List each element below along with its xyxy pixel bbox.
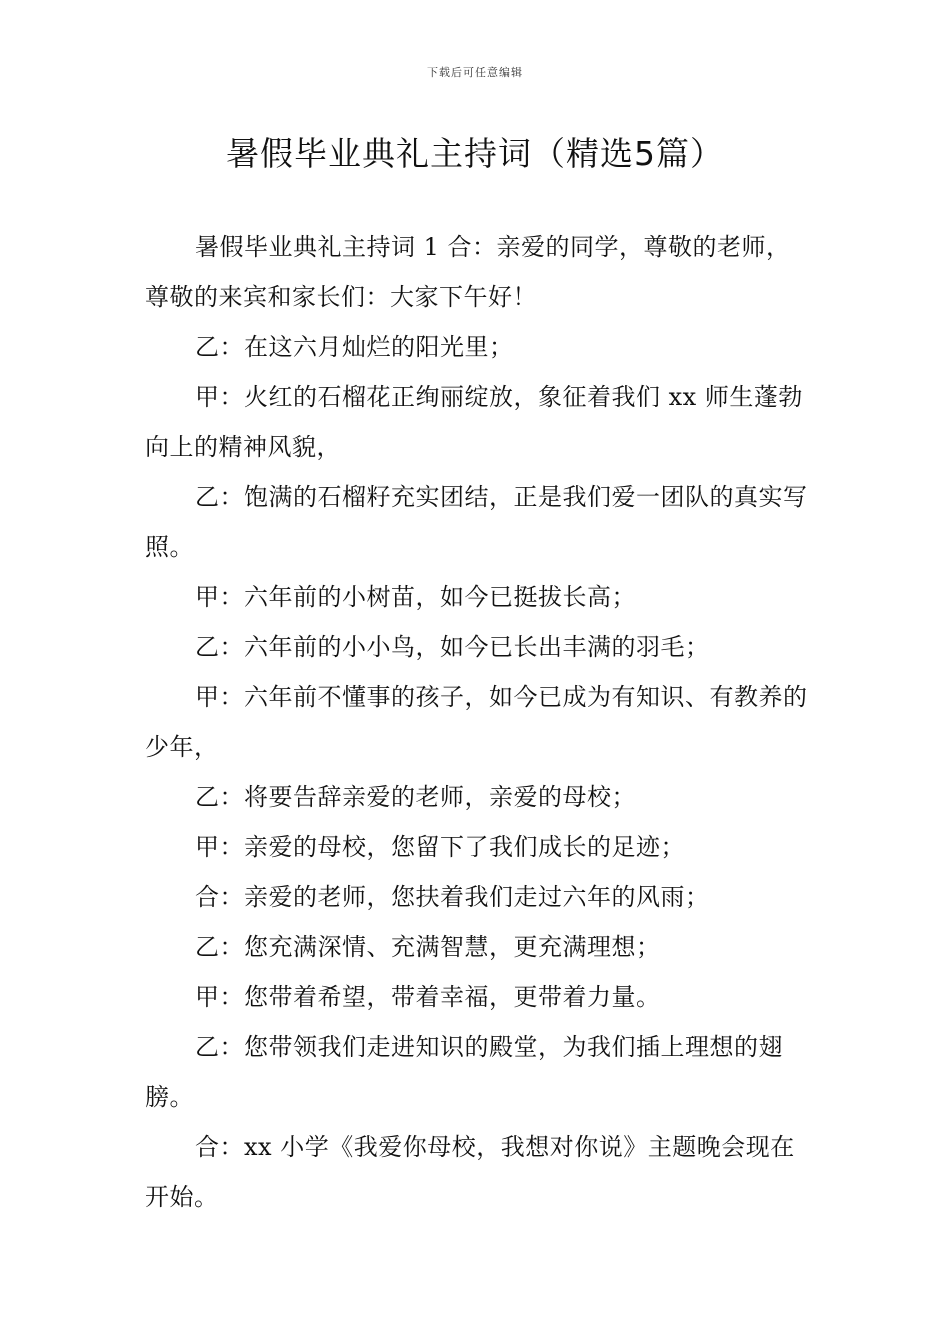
- paragraph: 甲：火红的石榴花正绚丽绽放，象征着我们 xx 师生蓬勃向上的精神风貌，: [145, 383, 803, 461]
- paragraph: 合：xx 小学《我爱你母校，我想对你说》主题晚会现在开始。: [145, 1133, 795, 1211]
- paragraph: 暑假毕业典礼主持词 1 合：亲爱的同学，尊敬的老师，尊敬的来宾和家长们：大家下午好！: [145, 233, 791, 311]
- document-body: [145, 222, 810, 1222]
- paragraph: 乙：六年前的小小鸟，如今已长出丰满的羽毛；: [195, 633, 710, 661]
- paragraph: 乙：将要告辞亲爱的老师，亲爱的母校；: [195, 783, 636, 811]
- paragraph: 乙：饱满的石榴籽充实团结，正是我们爱一团队的真实写照。: [145, 483, 808, 561]
- paragraph: 合：亲爱的老师，您扶着我们走过六年的风雨；: [195, 883, 710, 911]
- paragraph: 甲：您带着希望，带着幸福，更带着力量。: [195, 983, 661, 1011]
- paragraph: 甲：六年前的小树苗，如今已挺拔长高；: [195, 583, 636, 611]
- page-header-note: 下载后可任意编辑: [427, 66, 523, 79]
- paragraph: 甲：亲爱的母校，您留下了我们成长的足迹；: [195, 833, 685, 861]
- paragraph: 乙：在这六月灿烂的阳光里；: [195, 333, 514, 361]
- document-title: 暑假毕业典礼主持词（精选5篇）: [226, 134, 724, 173]
- paragraph: 甲：六年前不懂事的孩子，如今已成为有知识、有教养的少年，: [145, 683, 808, 761]
- paragraph: 乙：您带领我们走进知识的殿堂，为我们插上理想的翅膀。: [145, 1033, 783, 1111]
- paragraph: 乙：您充满深情、充满智慧，更充满理想；: [195, 933, 661, 961]
